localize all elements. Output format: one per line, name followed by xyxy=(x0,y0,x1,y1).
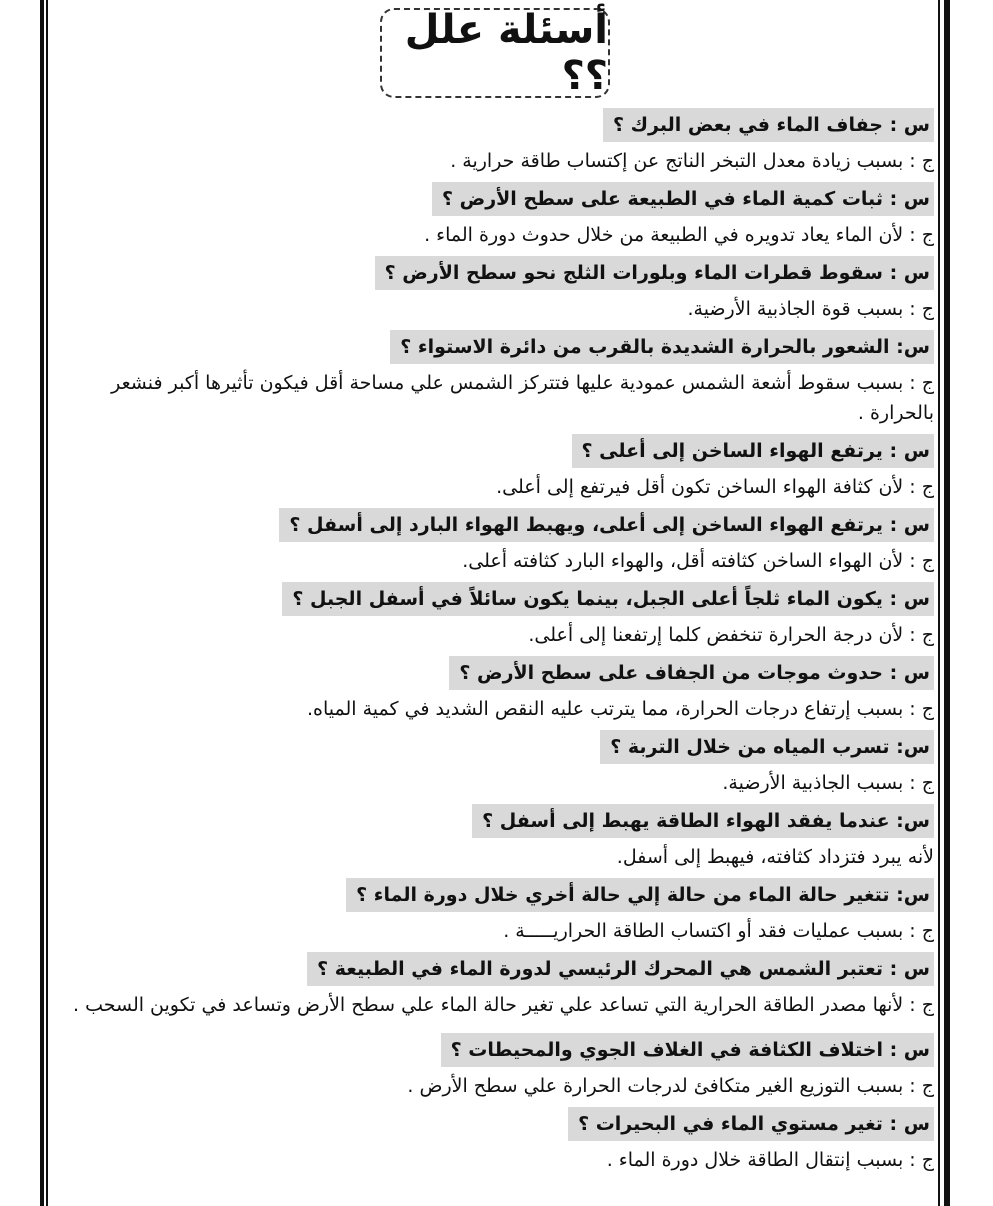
question-row xyxy=(62,654,934,691)
answer-text: ج : بسبب إنتقال الطاقة خلال دورة الماء . xyxy=(606,1149,934,1171)
question-row xyxy=(62,802,934,839)
question-text: س : اختلاف الكثافة في الغلاف الجوي والمحيطات ؟ xyxy=(441,1033,934,1067)
question-text: س : تعتبر الشمس هي المحرك الرئيسي لدورة الماء في الطبيعة ؟ xyxy=(307,952,934,986)
answer-text: ج : لأن الهواء الساخن كثافته أقل، والهواء البارد كثافته أعلى. xyxy=(462,550,934,572)
question-row xyxy=(62,1031,934,1068)
answer-text: ج : بسبب عمليات فقد أو اكتساب الطاقة الحراريـــــة . xyxy=(503,920,934,942)
question-row xyxy=(62,580,934,617)
question-text: س: عندما يفقد الهواء الطاقة يهبط إلى أسفل ؟ xyxy=(472,804,934,838)
answer-text: ج : لأن كثافة الهواء الساخن تكون أقل فيرتفع إلى أعلى. xyxy=(496,476,934,498)
question-row xyxy=(62,950,934,987)
question-row xyxy=(62,1105,934,1142)
question-text: س : تغير مستوي الماء في البحيرات ؟ xyxy=(568,1107,934,1141)
question-text: س : سقوط قطرات الماء وبلورات الثلج نحو سطح الأرض ؟ xyxy=(375,256,934,290)
question-text: س : حدوث موجات من الجفاف على سطح الأرض ؟ xyxy=(449,656,934,690)
question-row xyxy=(62,180,934,217)
qa-list xyxy=(62,106,934,1179)
left-border xyxy=(40,0,44,1206)
question-row xyxy=(62,328,934,365)
question-row xyxy=(62,432,934,469)
question-row xyxy=(62,506,934,543)
answer-text: ج : بسبب التوزيع الغير متكافئ لدرجات الحرارة علي سطح الأرض . xyxy=(407,1075,934,1097)
answer-text: ج : بسبب زيادة معدل التبخر الناتج عن إكتساب طاقة حرارية . xyxy=(450,150,934,172)
answer-text: ج : بسبب الجاذبية الأرضية. xyxy=(722,772,934,794)
answer-text: ج : بسبب سقوط أشعة الشمس عمودية عليها فتتركز الشمس علي مساحة أقل فيكون تأثيرها أكبر فنشعر بالحرارة . xyxy=(111,372,934,424)
answer-text: لأنه يبرد فتزداد كثافته، فيهبط إلى أسفل. xyxy=(616,846,934,868)
question-text: س : يرتفع الهواء الساخن إلى أعلى، ويهبط الهواء البارد إلى أسفل ؟ xyxy=(279,508,934,542)
question-text: س: تتغير حالة الماء من حالة إلي حالة أخري خلال دورة الماء ؟ xyxy=(346,878,934,912)
answer-text: ج : لأنها مصدر الطاقة الحرارية التي تساعد علي تغير حالة الماء علي سطح الأرض وتساعد في تكوين السحب . xyxy=(73,994,934,1016)
question-row xyxy=(62,728,934,765)
page-title: أسئلة علل ؟؟ xyxy=(404,7,608,99)
question-row xyxy=(62,876,934,913)
right-border-inner xyxy=(938,0,940,1206)
title-frame xyxy=(380,8,610,98)
question-text: س : يكون الماء ثلجاً أعلى الجبل، بينما يكون سائلاً في أسفل الجبل ؟ xyxy=(282,582,934,616)
question-row xyxy=(62,254,934,291)
left-border-inner xyxy=(46,0,48,1206)
question-text: س : يرتفع الهواء الساخن إلى أعلى ؟ xyxy=(572,434,934,468)
answer-text: ج : بسبب قوة الجاذبية الأرضية. xyxy=(687,298,934,320)
question-text: س : جفاف الماء في بعض البرك ؟ xyxy=(603,108,934,142)
question-text: س : ثبات كمية الماء في الطبيعة على سطح الأرض ؟ xyxy=(432,182,934,216)
question-row xyxy=(62,106,934,143)
answer-text: ج : لأن درجة الحرارة تنخفض كلما إرتفعنا إلى أعلى. xyxy=(528,624,934,646)
answer-text: ج : بسبب إرتفاع درجات الحرارة، مما يترتب عليه النقص الشديد في كمية المياه. xyxy=(306,698,934,720)
right-border xyxy=(944,0,950,1206)
question-text: س: الشعور بالحرارة الشديدة بالقرب من دائرة الاستواء ؟ xyxy=(390,330,934,364)
question-text: س: تسرب المياه من خلال التربة ؟ xyxy=(600,730,934,764)
answer-text: ج : لأن الماء يعاد تدويره في الطبيعة من خلال حدوث دورة الماء . xyxy=(424,224,934,246)
